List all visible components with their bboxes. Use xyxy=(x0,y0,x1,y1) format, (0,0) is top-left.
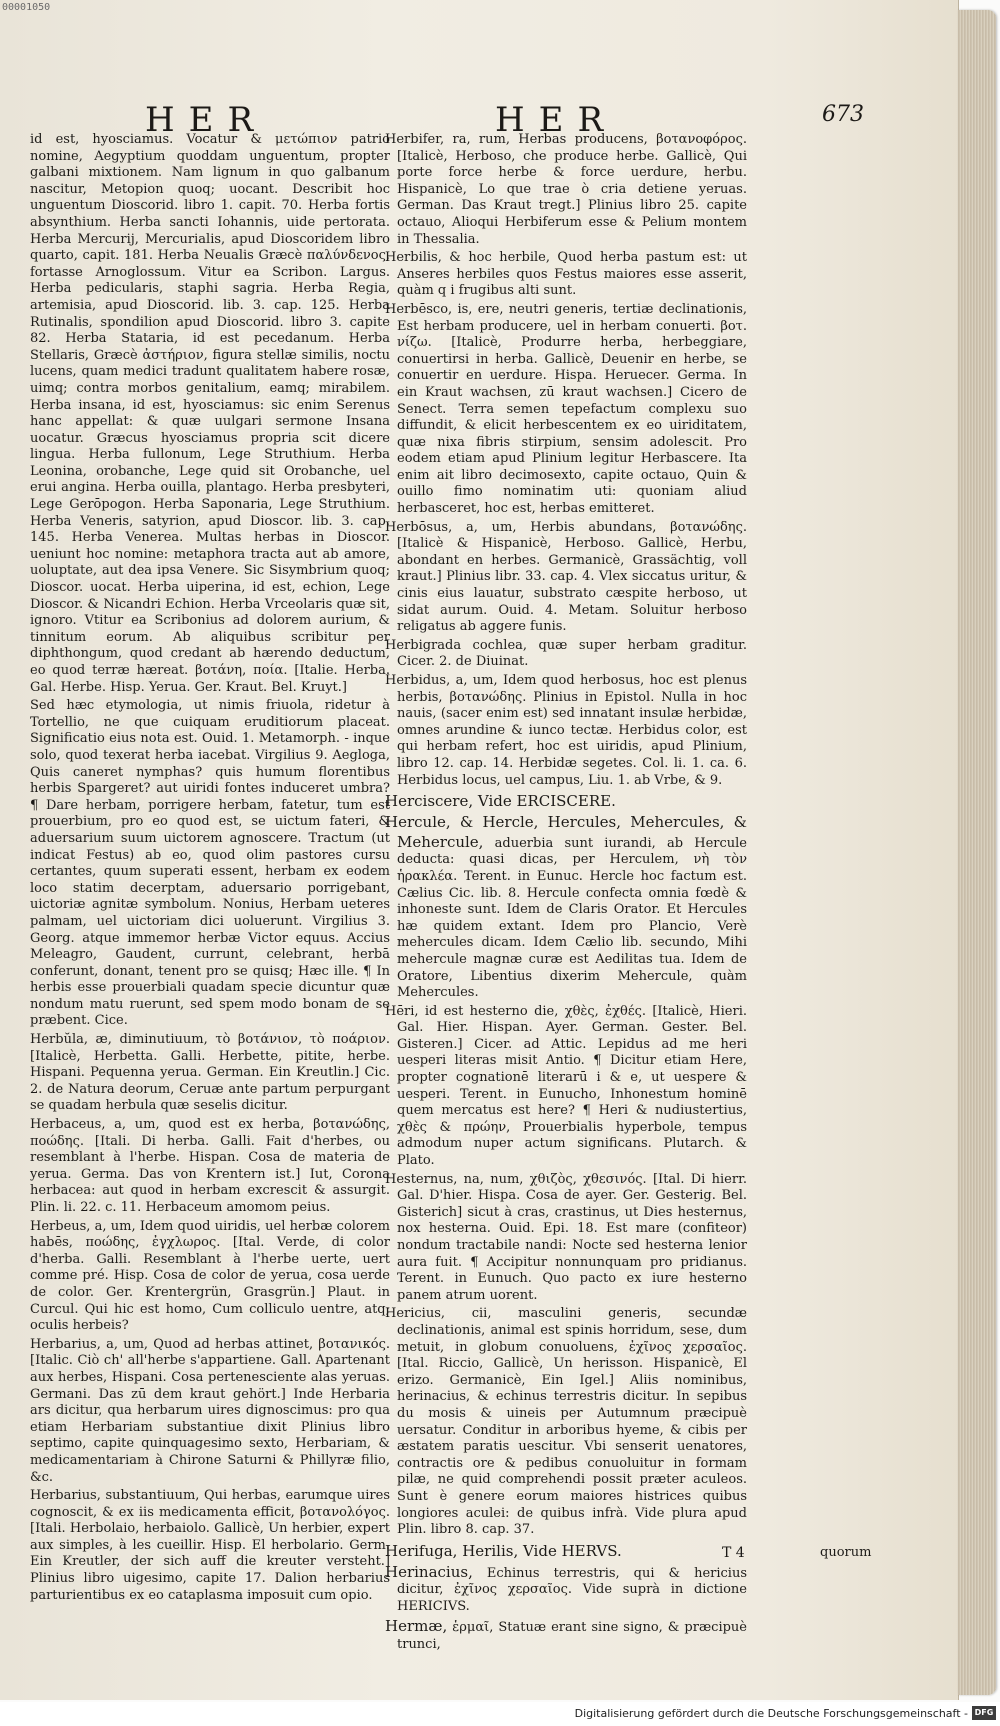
headword: Hercule, & Hercle, Hercules, Mehercules, & Mehercule, xyxy=(385,813,747,851)
entry-text: Hēri, id est hesterno die, χθὲς, ἐχθές. [Italicè, Hieri. Gal. Hier. Hispan. Ayer. German. Gester. Bel. Gisteren.] Cicer. ad Attic. Lepidus ad me heri uesperi literas misit Antio. ¶ Dicitur etiam Here, propter cognationē literarū i & e, ut uespere & uesperi. Terent. in Eunucho, Inhonestum hominē quem mercatus est here? ¶ Heri & nudiustertius, χθὲς & πρώην, Prouerbialis hyperbole, tempus admodum nuper actum significans. Plutarch. & Plato. xyxy=(385,1003,747,1169)
entry-paragraph: Herbarius, a, um, Quod ad herbas attinet, βοτανικός. [Italic. Ciò ch' all'herbe s'appartiene. Gall. Apartenant aux herbes, Hispani. Cosa pertenesciente alas yeruas. Germani. Das zū dem kraut gehört.] Inde Herbaria ars dicitur, qua herbarum uires dignoscimus: pro qua etiam Herbariam substantiue dixit Plinius libro septimo, capite quinquagesimo sexto, Herbariam, & medicamentariam à Chirone Saturni & Phillyræ filio, &c. xyxy=(30,1336,390,1485)
entry-text: Herbilis, & hoc herbile, Quod herba pastum est: ut Anseres herbiles quos Festus maiores esse asserit, quàm q i frugibus alti sunt. xyxy=(385,250,747,299)
left-column xyxy=(30,132,390,1606)
headword: Herinacius, xyxy=(385,1562,473,1581)
dictionary-entry xyxy=(385,132,747,248)
signature-mark: T 4 xyxy=(722,1545,745,1561)
entry-text: Hesternus, na, num, χθιζὸς, χθεσινός. [Ital. Di hierr. Gal. D'hier. Hispa. Cosa de ayer. Ger. Gesterig. Bel. Gisterich] sicut à cras, crastinus, ut Dies hesternus, nox hesterna. Ouid. Epi. 18. Est mare (confiteor) nondum tractabile nandi: Nocte sed hesterna lenior aura fuit. ¶ Accipitur nonnunquam pro pridianus. Terent. in Eunuch. Quo pacto ex iure hesterno panem atrum uorent. xyxy=(385,1171,747,1303)
dictionary-entry xyxy=(385,1617,747,1653)
entry-paragraph: Herbaceus, a, um, quod est ex herba, βοτανώδης, ποώδης. [Itali. Di herba. Galli. Fait d'herbes, ou resemblant à l'herbe. Hispan. Cosa de materia de yerua. Germa. Das von Krentern ist.] Iut, Corona herbacea: aut quod in herbam excrescit & assurgit. Plin. li. 22. c. 11. Herbaceum amomom peius. xyxy=(30,1117,390,1215)
headword: Herciscere, Vide ERCISCERE. xyxy=(385,792,616,811)
dictionary-entry xyxy=(385,1004,747,1170)
entry-text: Herbēsco, is, ere, neutri generis, tertiæ declinationis, Est herbam producere, uel in herbam conuerti. βοτ. νίζω. [Italicè, Produrre herba, herbeggiare, conuertirsi in herba. Gallicè, Deuenir en herbe, se conuertir en uerdure. Hispa. Heruecer. Germa. In ein Kraut wachsen, zū kraut wachsen.] Cicero de Senect. Terra semen tepefactum complexu suo diffundit, & elicit herbescentem ex eo uiriditatem, quæ nixa fibris stirpium, sensim adolescit. Pro eodem etiam apud Plinium legitur Herbascere. Ita enim ait libro decimosexto, capite octauo, Quin & ouillo fimo nominatim uti: quoniam aliud herbasceret, hoc est, herbas emitteret. xyxy=(385,301,747,517)
dictionary-entry xyxy=(385,638,747,671)
entry-text: aduerbia sunt iurandi, ab Hercule deducta: quasi dicas, per Herculem, νὴ τὸν ἡρακλέα. Terent. in Eunuc. Hercle hoc factum est. Cælius Cic. lib. 8. Hercule confecta omnia fœdè & inhoneste sunt. Idem de Claris Orator. Et Hercules hæ quidem extant. Idem pro Plancio, Verè mehercules dicam. Idem Cælio lib. secundo, Mihi mehercule magnæ curæ est Aedilitas tua. Idem de Oratore, Libentius dixerim Mehercule, quàm Mehercules. xyxy=(397,835,747,1001)
dfg-logo: DFG xyxy=(972,1706,996,1720)
running-head-left: HER xyxy=(145,100,268,140)
entry-text: Hericius, cii, masculini generis, secundæ declinationis, animal est spinis horridum, sese, dum metuit, in globum conuoluens, ἐχῖνος χερσαῖος. [Ital. Riccio, Gallicè, Un herisson. Hispanicè, El erizo. Germanicè, Ein Igel.] Aliis nominibus, herinacius, & echinus terrestris dicitur. In sepibus du mosis & uineis per Autumnum præcipuè uersatur. Conditur in arboribus hyeme, & cibis per æstatem paratis uescitur. Vbi senserit uenatores, contractis ore & pedibus conuoluitur in formam pilæ, ne quid comprehendi possit præter aculeos. Sunt è genere eorum maiores histrices quibus longiores aculei: de quibus infrà. Vide plura apud Plin. libro 8. cap. 37. xyxy=(385,1306,747,1538)
entry-text: ἑρμαῖ, Statuæ erant sine signo, & præcipuè trunci, xyxy=(397,1620,747,1653)
entry-paragraph: Herbarius, substantiuum, Qui herbas, earumque uires cognoscit, & ex iis medicamenta efficit, βοτανολόγος. [Itali. Herbolaio, herbaiolo. Gallicè, Un herbier, expert aux simples, à les cueillir. Hisp. El herbolario. Germ. Ein Kreutler, der sich auff die kreuter versteht.] Plinius libro uigesimo, capite 17. Dalion herbarius parturientibus ex eo cataplasma imposuit cum opio. xyxy=(30,1488,390,1603)
headword: Hermæ, xyxy=(385,1617,448,1636)
entry-paragraph: Sed hæc etymologia, ut nimis friuola, ridetur à Tortellio, ne que cuiquam eruditiorum placeat. Significatio eius nota est. Ouid. 1. Metamorph. - inque solo, quod texerat herba iacebat. Virgilius 9. Aegloga, Quis caneret nymphas? quis humum florentibus herbis Spargeret? aut uiridi fontes induceret umbra? ¶ Dare herbam, porrigere herbam, fatetur, tum est prouerbium, pro eo quod est, se uictum fateri, & aduersarium suum uictorem agnoscere. Tractum (ut indicat Festus) ab eo, quod olim pastores cursu certantes, quum superati essent, herbam ex eodem loco statim decerptam, aduersario porrigebant, uictoriæ agnitæ symbolum. Nonius, Herbam ueteres palmam, uel uictoriam dici uoluerunt. Virgilius 3. Georg. atque immemor herbæ Victor equus. Accius Meleagro, Gaudent, currunt, celebrant, herbā conferunt, donant, tenent pro se quisq; Hæc ille. ¶ In herbis esse prouerbiali quadam specie dicuntur quæ nondum matu ruerunt, sed spem modo bonam de se præbent. Cice. xyxy=(30,698,390,1029)
funding-credit: Digitalisierung gefördert durch die Deutsche Forschungsgemeinschaft - xyxy=(574,1707,968,1720)
dictionary-entry xyxy=(385,1563,747,1616)
entry-paragraph: id est, hyosciamus. Vocatur & μετώπιον patrio nomine, Aegyptium quoddam unguentum, propter galbani mixtionem. Nam lignum in quo galbanum nascitur, Metopion quoq; uocant. Describit hoc unguentum Dioscorid. libro 1. capit. 70. Herba fortis absynthium. Herba sancti Iohannis, uide pertorata. Herba Mercurij, Mercurialis, apud Dioscoridem libro quarto, capit. 181. Herba Neualis Græcè παλύνδενος, fortasse Arnoglossum. Vitur ea Scribon. Largus. Herba pedicularis, staphi sagria. Herba Regia, artemisia, apud Dioscorid. lib. 3. cap. 125. Herba Rutinalis, spondilion apud Dioscorid. libro 3. capite 82. Herba Stataria, id est pecedanum. Herba Stellaris, Græcè ἀστήριον, figura stellæ similis, noctu lucens, quam medici tradunt qualitatem habere rosæ, uimq; contra morbos genitalium, eamq; mirabilem. Herba insana, id est, hyosciamus: sic enim Serenus hanc appellat: & quæ uulgari sermone Insana uocatur. Græcus hyosciamus propria scit dicere lingua. Herba fullonum, Lege Struthium. Herba Leonina, orobanche, Lege quid sit Orobanche, uel erui angina. Herba ouilla, plantago. Herba presbyteri, Lege Gerōpogon. Herba Saponaria, Lege Struthium. Herba Veneris, satyrion, apud Dioscor. lib. 3. cap. 145. Herba Venerea. Multas herbas in Dioscor. ueniunt hoc nomine: metaphora tracta aut ab amore, uoluptate, aut dea ipsa Venere. Sic Sisymbrium quoq; Dioscor. uocat. Herba uiperina, id est, echion, Lege Dioscor. & Nicandri Echion. Herba Vrceolaris quæ sit, ignoro. Vtitur ea Scribonius ad dolorem aurium, & tinnitum eorum. Ab aliquibus scribitur per diphthongum, quod credant ab hærendo deductum, eo quod terræ hæreat. βοτάνη, ποία. [Italie. Herba. Gal. Herbe. Hisp. Yerua. Ger. Kraut. Bel. Kruyt.] xyxy=(30,132,390,695)
entry-text: Herbifer, ra, rum, Herbas producens, βοτανοφόρος. [Italicè, Herboso, che produce herbe. Gallicè, Qui porte force herbe & force uerdure, herbu. Hispanicè, Lo que trae ò cria detiene yeruas. German. Das Kraut tregt.] Plinius libro 25. capite octauo, Alioqui Herbiferum esse & Pelium montem in Thessalia. xyxy=(385,132,747,247)
dictionary-entry xyxy=(385,302,747,518)
running-head-right: HER xyxy=(495,100,618,140)
entry-text: Herbōsus, a, um, Herbis abundans, βοτανώδης. [Italicè & Hispanicè, Herboso. Gallicè, Herbu, abondant en herbes. Germanicè, Grassächtig, voll kraut.] Plinius libr. 33. cap. 4. Vlex siccatus uritur, & cinis eius lauatur, substrato cæspite herboso, ut sidat aurum. Ouid. 4. Metam. Soluitur herboso religatus ab aggere funis. xyxy=(385,519,747,635)
scan-id: 00001050 xyxy=(2,2,51,13)
headword-entry xyxy=(385,1542,747,1561)
entry-text: Herbidus, a, um, Idem quod herbosus, hoc est plenus herbis, βοτανώδης. Plinius in Epistol. Nulla in hoc nauis, (sacer enim est) sed innatant insulæ herbidæ, omnes arundine & iunco tectæ. Herbidus color, est qui herbam refert, hoc est uiridis, apud Plinium, libro 12. cap. 14. Herbidæ segetes. Col. li. 1. ca. 6. Herbidus locus, uel campus, Liu. 1. ab Vrbe, & 9. xyxy=(385,673,747,788)
entry-text: Herbigrada cochlea, quæ super herbam graditur. Cicer. 2. de Diuinat. xyxy=(385,637,747,670)
dictionary-entry xyxy=(385,1306,747,1538)
dictionary-entry xyxy=(385,1172,747,1305)
headword-entry xyxy=(385,792,747,811)
dictionary-entry xyxy=(385,813,747,1002)
page-number: 673 xyxy=(822,102,864,127)
catchword: quorum xyxy=(820,1545,872,1560)
right-column xyxy=(385,132,747,1656)
dictionary-entry xyxy=(385,520,747,636)
entry-paragraph: Herbeus, a, um, Idem quod uiridis, uel herbæ colorem habēs, ποώδης, ἐγχλωρος. [Ital. Verde, di color d'herba. Galli. Resemblant à l'herbe uerte, uert comme pré. Hisp. Cosa de color de yerua, cosa uerde de color. Ger. Krentergrün, Grasgrün.] Plaut. in Curcul. Qui hic est homo, Cum colliculo uentre, atq; oculis herbeis? xyxy=(30,1218,390,1334)
footer-bar xyxy=(0,1702,1000,1726)
headword: Herifuga, Herilis, Vide HERVS. xyxy=(385,1541,622,1560)
page-edges xyxy=(958,10,996,1695)
entry-text: Echinus terrestris, qui & hericius dicitur, ἐχῖνος χερσαῖος. Vide suprà in dictione HERICIVS. xyxy=(397,1565,747,1614)
dictionary-entry xyxy=(385,250,747,300)
entry-paragraph: Herbŭla, æ, diminutiuum, τὸ βοτάνιον, τὸ ποάριον. [Italicè, Herbetta. Galli. Herbette, pitite, herbe. Hispani. Pequenna yerua. German. Ein Kreutlin.] Cic. 2. de Natura deorum, Ceruæ ante partum perpurgant se quadam herbula quæ seselis dicitur. xyxy=(30,1032,390,1114)
dictionary-entry xyxy=(385,673,747,789)
